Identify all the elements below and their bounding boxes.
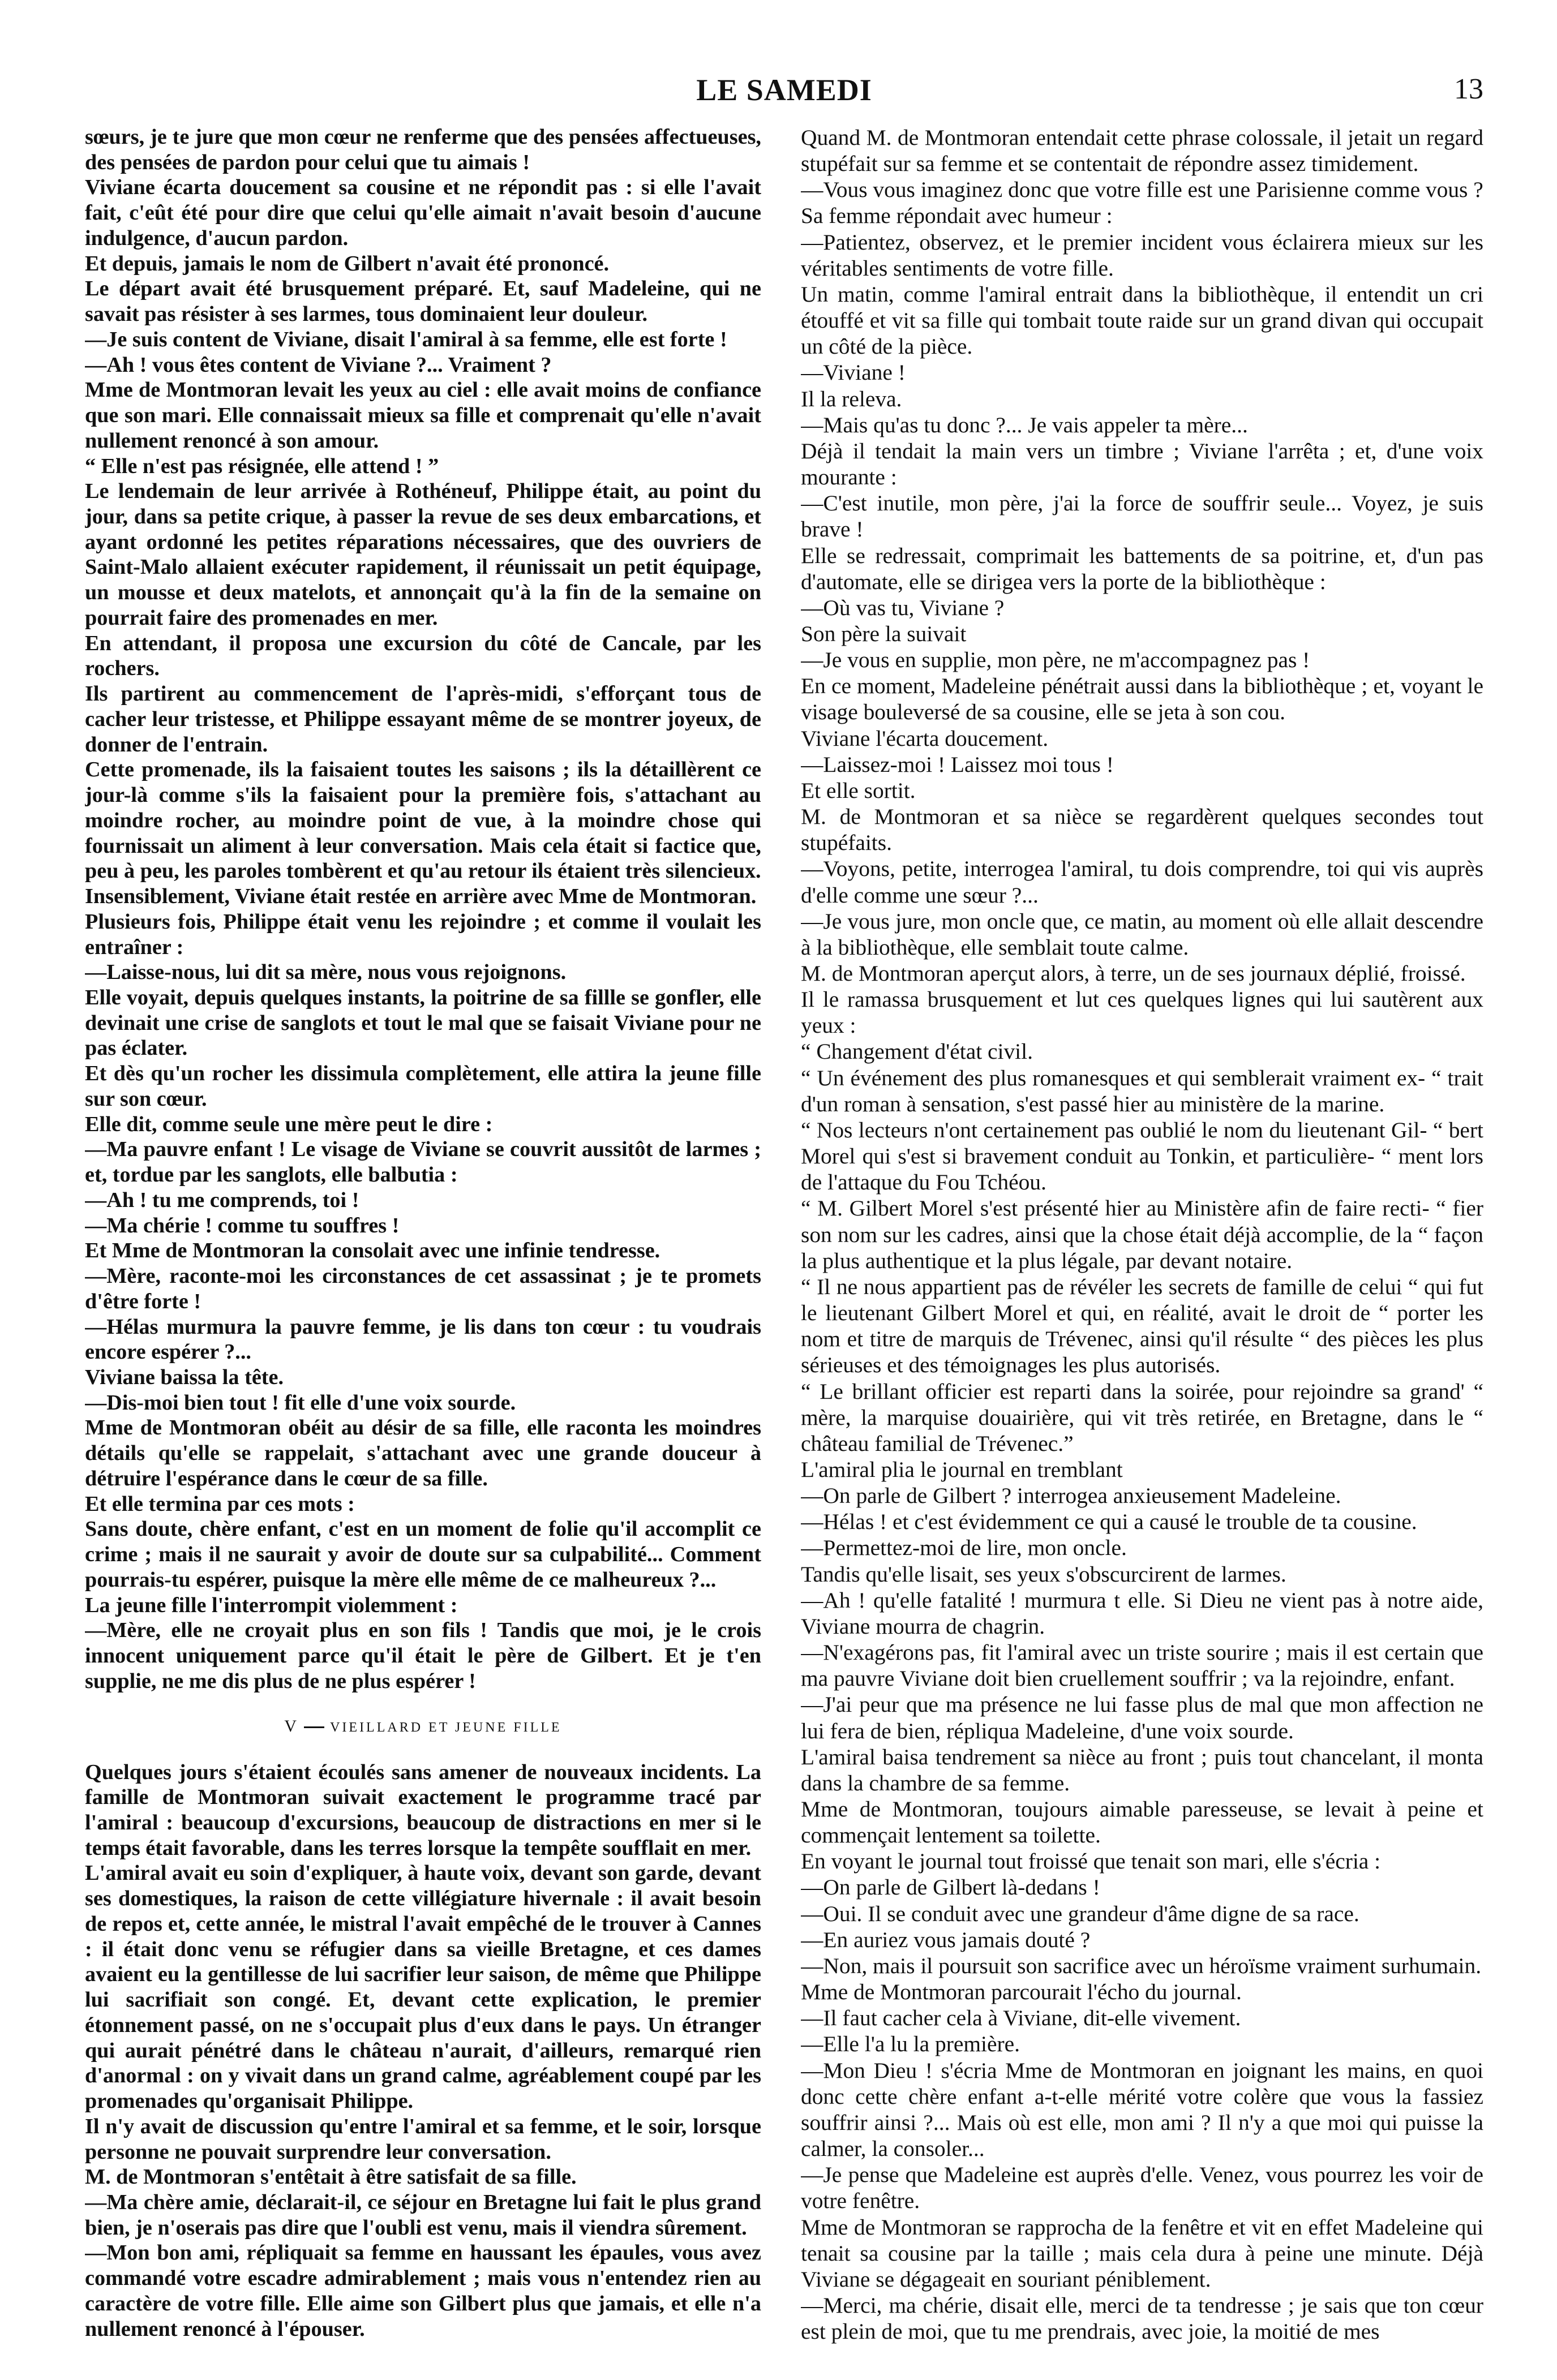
- paragraph: La jeune fille l'interrompit violemment :: [85, 1593, 458, 1617]
- section-number: V: [284, 1716, 299, 1735]
- paragraph: —En auriez vous jamais douté ?: [801, 1927, 1091, 1952]
- paragraph: —J'ai peur que ma présence ne lui fasse plus de mal que mon affection ne lui fera de bien, répliqua Madeleine, d'une voix sourde.: [801, 1692, 1483, 1743]
- paragraph: “ Il ne nous appartient pas de révéler les secrets de famille de celui “ qui fut le lieutenant Gilbert Morel et qui, en réalité, avait le droit de “ porter les nom et titre de marquis de Trévenec, ainsi qu'il résulte “ des pièces les plus sérieuses et des témoignages les plus autorisés.: [801, 1274, 1483, 1378]
- paragraph: Déjà il tendait la main vers un timbre ; Viviane l'arrêta ; et, d'une voix mourante :: [801, 438, 1483, 490]
- paragraph: L'amiral baisa tendrement sa nièce au front ; puis tout chancelant, il monta dans la chambre de sa femme.: [801, 1744, 1483, 1795]
- paragraph: sœurs, je te jure que mon cœur ne renferme que des pensées affectueuses, des pensées de pardon pour celui que tu aimais !: [85, 125, 761, 174]
- paragraph: Le lendemain de leur arrivée à Rothéneuf, Philippe était, au point du jour, dans sa petite crique, à passer la revue de ses deux embarcations, et ayant ordonné les petites réparations nécessaires, que des ouvriers de Saint-Malo allaient exécuter rapidement, il réunissait un petit équipage, un mousse et deux matelots, et annonçait qu'à la fin de la semaine on pourrait faire des promenades en mer.: [85, 479, 761, 630]
- paragraph: —On parle de Gilbert ? interrogea anxieusement Madeleine.: [801, 1483, 1341, 1509]
- paragraph: —Laisse-nous, lui dit sa mère, nous vous rejoignons.: [85, 960, 567, 985]
- paragraph: L'amiral avait eu soin d'expliquer, à haute voix, devant son garde, devant ses domestiques, la raison de cette villégiature hivernale : il avait besoin de repos et, cette année, le mistral l'avait empêché de le trouver à Cannes : il était donc venu se réfugier dans sa vieille Bretagne, et ces dames avaient eu la gentillesse de lui sacrifier leur saison, de même que Philippe lui sacrifiait son congé. Et, devant cette explication, le premier étonnement passé, on ne s'occupait plus d'eux dans le pays. Un étranger qui aurait pénétré dans le château n'aurait, d'ailleurs, remarqué rien d'anormal : on y vivait dans un grand calme, agréablement coupé par les promenades qu'organisait Philippe.: [85, 1861, 761, 2113]
- paragraph: —Ma pauvre enfant ! Le visage de Viviane se couvrit aussitôt de larmes ; et, tordue par les sanglots, elle balbutia :: [85, 1137, 761, 1187]
- left-column: [85, 124, 761, 2346]
- paragraph: —Ma chérie ! comme tu souffres !: [85, 1213, 400, 1238]
- paragraph: —Ma chère amie, déclarait-il, ce séjour en Bretagne lui fait le plus grand bien, je n'oserais pas dire que l'oubli est venu, mais il viendra sûrement.: [85, 2190, 761, 2240]
- paragraph: —On parle de Gilbert là-dedans !: [801, 1875, 1100, 1900]
- paragraph: Mme de Montmoran levait les yeux au ciel : elle avait moins de confiance que son mari. Elle connaissait mieux sa fille et comprenait qu'elle n'avait nullement renoncé à son amour.: [85, 378, 761, 453]
- paragraph: —Mon Dieu ! s'écria Mme de Montmoran en joignant les mains, en quoi donc cette chère enfant a-t-elle mérité votre colère que vous la fassiez souffrir ainsi ?... Mais où est elle, mon ami ? Il n'y a que moi qui puisse la calmer, la consoler...: [801, 2057, 1483, 2162]
- section-dash: [304, 1726, 324, 1728]
- paragraph: M. de Montmoran aperçut alors, à terre, un de ses journaux déplié, froissé.: [801, 961, 1466, 986]
- right-column: [801, 124, 1483, 2346]
- paragraph: —Non, mais il poursuit son sacrifice avec un héroïsme vraiment surhumain.: [801, 1953, 1482, 1978]
- section-heading: [85, 1717, 761, 1736]
- paragraph: “ Le brillant officier est reparti dans la soirée, pour rejoindre sa grand' “ mère, la marquise douairière, qui vit très retirée, en Bretagne, dans le “ château familial de Trévenec.”: [801, 1378, 1483, 1456]
- text-columns: [85, 124, 1483, 2346]
- publication-title: LE SAMEDI: [696, 73, 872, 107]
- paragraph: —Mère, elle ne croyait plus en son fils ! Tandis que moi, je le crois innocent uniquement parce qu'il était le père de Gilbert. Et je t'en supplie, ne me dis plus de ne plus espérer !: [85, 1618, 761, 1693]
- paragraph: M. de Montmoran et sa nièce se regardèrent quelques secondes tout stupéfaits.: [801, 804, 1483, 856]
- paragraph: Cette promenade, ils la faisaient toutes les saisons ; ils la détaillèrent ce jour-là comme s'ils la faisaient pour la première fois, s'attachant au moindre rocher, au moindre point de vue, à la moindre chose qui fournissait un aliment à leur conversation. Mais cela était si factice que, peu à peu, les paroles tombèrent et qu'au retour ils étaient très silencieux.: [85, 758, 761, 883]
- paragraph: Mme de Montmoran obéit au désir de sa fille, elle raconta les moindres détails qu'elle se rappelait, s'attachant avec une grande douceur à détruire l'espérance dans le cœur de sa fille.: [85, 1416, 761, 1490]
- paragraph: —Ah ! qu'elle fatalité ! murmura t elle. Si Dieu ne vient pas à notre aide, Viviane mourra de chagrin.: [801, 1587, 1483, 1639]
- paragraph: Viviane baissa la tête.: [85, 1365, 284, 1389]
- paragraph: —Où vas tu, Viviane ?: [801, 595, 1005, 620]
- paragraph: En ce moment, Madeleine pénétrait aussi dans la bibliothèque ; et, voyant le visage bouleversé de sa cousine, elle se jeta à son cou.: [801, 673, 1483, 725]
- paragraph: Viviane l'écarta doucement.: [801, 725, 1049, 751]
- paragraph: Et depuis, jamais le nom de Gilbert n'avait été prononcé.: [85, 251, 610, 276]
- left-column-paragraphs-after: [85, 1760, 761, 2342]
- paragraph: Et dès qu'un rocher les dissimula complètement, elle attira la jeune fille sur son cœur.: [85, 1062, 761, 1111]
- paragraph: Mme de Montmoran se rapprocha de la fenêtre et vit en effet Madeleine qui tenait sa cousine par la taille ; mais cela dura à peine une minute. Déjà Viviane se dégageait en souriant péniblement.: [801, 2214, 1483, 2292]
- paragraph: “ M. Gilbert Morel s'est présenté hier au Ministère afin de faire recti- “ fier son nom sur les cadres, ainsi que la chose était déjà accomplie, de la “ façon la plus authentique et la plus légale, par devant notaire.: [801, 1196, 1483, 1273]
- page-header: [85, 72, 1483, 118]
- paragraph: —N'exagérons pas, fit l'amiral avec un triste sourire ; mais il est certain que ma pauvre Viviane doit bien cruellement souffrir ; va la rejoindre, enfant.: [801, 1640, 1483, 1691]
- left-column-paragraphs-before: [85, 124, 761, 1694]
- paragraph: —Viviane !: [801, 360, 906, 385]
- paragraph: —Je vous jure, mon oncle que, ce matin, au moment où elle allait descendre à la bibliothèque, elle semblait toute calme.: [801, 908, 1483, 960]
- paragraph: —Patientez, observez, et le premier incident vous éclairera mieux sur les véritables sentiments de votre fille.: [801, 229, 1483, 281]
- paragraph: “ Changement d'état civil.: [801, 1039, 1033, 1064]
- paragraph: —Je vous en supplie, mon père, ne m'accompagnez pas !: [801, 647, 1310, 673]
- paragraph: Elle dit, comme seule une mère peut le dire :: [85, 1112, 493, 1136]
- paragraph: Le départ avait été brusquement préparé. Et, sauf Madeleine, qui ne savait pas résister à ses larmes, tous dominaient leur douleur.: [85, 277, 761, 327]
- paragraph: —C'est inutile, mon père, j'ai la force de souffrir seule... Voyez, je suis brave !: [801, 491, 1483, 542]
- paragraph: —Mais qu'as tu donc ?... Je vais appeler ta mère...: [801, 412, 1248, 437]
- paragraph: M. de Montmoran s'entêtait à être satisfait de sa fille.: [85, 2165, 577, 2189]
- paragraph: Elle se redressait, comprimait les battements de sa poitrine, et, d'un pas d'automate, elle se dirigea vers la porte de la bibliothèque :: [801, 543, 1483, 594]
- paragraph: —Il faut cacher cela à Viviane, dit-elle vivement.: [801, 2005, 1241, 2031]
- paragraph: —Je pense que Madeleine est auprès d'elle. Venez, vous pourrez les voir de votre fenêtre.: [801, 2162, 1483, 2214]
- paragraph: —Ah ! vous êtes content de Viviane ?... Vraiment ?: [85, 353, 552, 377]
- paragraph: Quelques jours s'étaient écoulés sans amener de nouveaux incidents. La famille de Montmoran suivait exactement le programme tracé par l'amiral : beaucoup d'excursions, beaucoup de distractions en mer si le temps était favorable, dans les terres lorsque la tempête soufflait en mer.: [85, 1760, 761, 1860]
- paragraph: —Hélas ! et c'est évidemment ce qui a causé le trouble de ta cousine.: [801, 1509, 1417, 1535]
- paragraph: —Mère, raconte-moi les circonstances de cet assassinat ; je te promets d'être forte !: [85, 1264, 761, 1313]
- paragraph: —Merci, ma chérie, disait elle, merci de ta tendresse ; je sais que ton cœur est plein de moi, que tu me prendrais, avec joie, la moitié de mes: [801, 2292, 1483, 2344]
- paragraph: Mme de Montmoran parcourait l'écho du journal.: [801, 1979, 1242, 2005]
- paragraph: Ils partirent au commencement de l'après-midi, s'efforçant tous de cacher leur tristesse, et Philippe essayant même de se montrer joyeux, de donner de l'entrain.: [85, 682, 761, 757]
- paragraph: Tandis qu'elle lisait, ses yeux s'obscurcirent de larmes.: [801, 1561, 1286, 1587]
- paragraph: —Elle l'a lu la première.: [801, 2031, 1020, 2057]
- section-title: VIEILLARD ET JEUNE FILLE: [330, 1720, 562, 1735]
- paragraph: Quand M. de Montmoran entendait cette phrase colossale, il jetait un regard stupéfait sur sa femme et se contentait de répondre assez timidement.: [801, 125, 1483, 177]
- paragraph: —Ah ! tu me comprends, toi !: [85, 1188, 359, 1212]
- paragraph: Sa femme répondait avec humeur :: [801, 203, 1113, 229]
- paragraph: Et elle sortit.: [801, 777, 916, 803]
- paragraph: Viviane écarta doucement sa cousine et ne répondit pas : si elle l'avait fait, c'eût été pour dire que celui qu'elle aimait n'avait besoin d'aucune indulgence, d'aucun pardon.: [85, 175, 761, 250]
- paragraph: Il la releva.: [801, 386, 902, 411]
- right-column-paragraphs: [801, 124, 1483, 2344]
- paragraph: En attendant, il proposa une excursion du côté de Cancale, par les rochers.: [85, 631, 761, 681]
- paragraph: Insensiblement, Viviane était restée en arrière avec Mme de Montmoran.: [85, 884, 757, 909]
- paragraph: —Laissez-moi ! Laissez moi tous !: [801, 751, 1114, 777]
- paragraph: Son père la suivait: [801, 621, 967, 646]
- page-number: 13: [1454, 73, 1483, 105]
- paragraph: —Oui. Il se conduit avec une grandeur d'âme digne de sa race.: [801, 1901, 1359, 1926]
- paragraph: —Hélas murmura la pauvre femme, je lis dans ton cœur : tu voudrais encore espérer ?...: [85, 1314, 761, 1364]
- paragraph: Mme de Montmoran, toujours aimable paresseuse, se levait à peine et commençait lentement sa toilette.: [801, 1797, 1483, 1848]
- paragraph: —Mon bon ami, répliquait sa femme en haussant les épaules, vous avez commandé votre escadre admirablement ; mais vous n'entendez rien au caractère de votre fille. Elle aime son Gilbert plus que jamais, et elle n'a nullement renoncé à l'épouser.: [85, 2241, 761, 2341]
- paragraph: —Je suis content de Viviane, disait l'amiral à sa femme, elle est forte !: [85, 327, 727, 351]
- paragraph: Et Mme de Montmoran la consolait avec une infinie tendresse.: [85, 1239, 660, 1263]
- paragraph: Il n'y avait de discussion qu'entre l'amiral et sa femme, et le soir, lorsque personne ne pouvait surprendre leur conversation.: [85, 2114, 761, 2164]
- paragraph: L'amiral plia le journal en tremblant: [801, 1457, 1123, 1482]
- paragraph: Il le ramassa brusquement et lut ces quelques lignes qui lui sautèrent aux yeux :: [801, 987, 1483, 1038]
- paragraph: Un matin, comme l'amiral entrait dans la bibliothèque, il entendit un cri étouffé et vit sa fille qui tombait toute raide sur un grand divan qui occupait un côté de la pièce.: [801, 281, 1483, 359]
- paragraph: Plusieurs fois, Philippe était venu les rejoindre ; et comme il voulait les entraîner :: [85, 909, 761, 959]
- paragraph: —Voyons, petite, interrogea l'amiral, tu dois comprendre, toi qui vis auprès d'elle comme une sœur ?...: [801, 856, 1483, 908]
- paragraph: En voyant le journal tout froissé que tenait son mari, elle s'écria :: [801, 1849, 1381, 1874]
- paragraph: Elle voyait, depuis quelques instants, la poitrine de sa fillle se gonfler, elle devinait une crise de sanglots et tout le mal que se faisait Viviane pour ne pas éclater.: [85, 985, 761, 1060]
- paragraph: “ Elle n'est pas résignée, elle attend ! ”: [85, 454, 439, 478]
- paragraph: —Vous vous imaginez donc que votre fille est une Parisienne comme vous ?: [801, 177, 1483, 203]
- paragraph: —Permettez-moi de lire, mon oncle.: [801, 1535, 1127, 1561]
- paragraph: —Dis-moi bien tout ! fit elle d'une voix sourde.: [85, 1390, 516, 1415]
- paragraph: “ Nos lecteurs n'ont certainement pas oublié le nom du lieutenant Gil- “ bert Morel qui s'est si bravement conduit au Tonkin, et particulière- “ ment lors de l'attaque du Fou Tchéou.: [801, 1117, 1483, 1195]
- paragraph: Et elle termina par ces mots :: [85, 1492, 355, 1516]
- paragraph: “ Un événement des plus romanesques et qui semblerait vraiment ex- “ trait d'un roman à sensation, s'est passé hier au ministère de la marine.: [801, 1065, 1483, 1116]
- paragraph: Sans doute, chère enfant, c'est en un moment de folie qu'il accomplit ce crime ; mais il ne saurait y avoir de doute sur sa culpabilité... Comment pourrais-tu espérer, puisque la mère elle même de ce malheureux ?...: [85, 1517, 761, 1592]
